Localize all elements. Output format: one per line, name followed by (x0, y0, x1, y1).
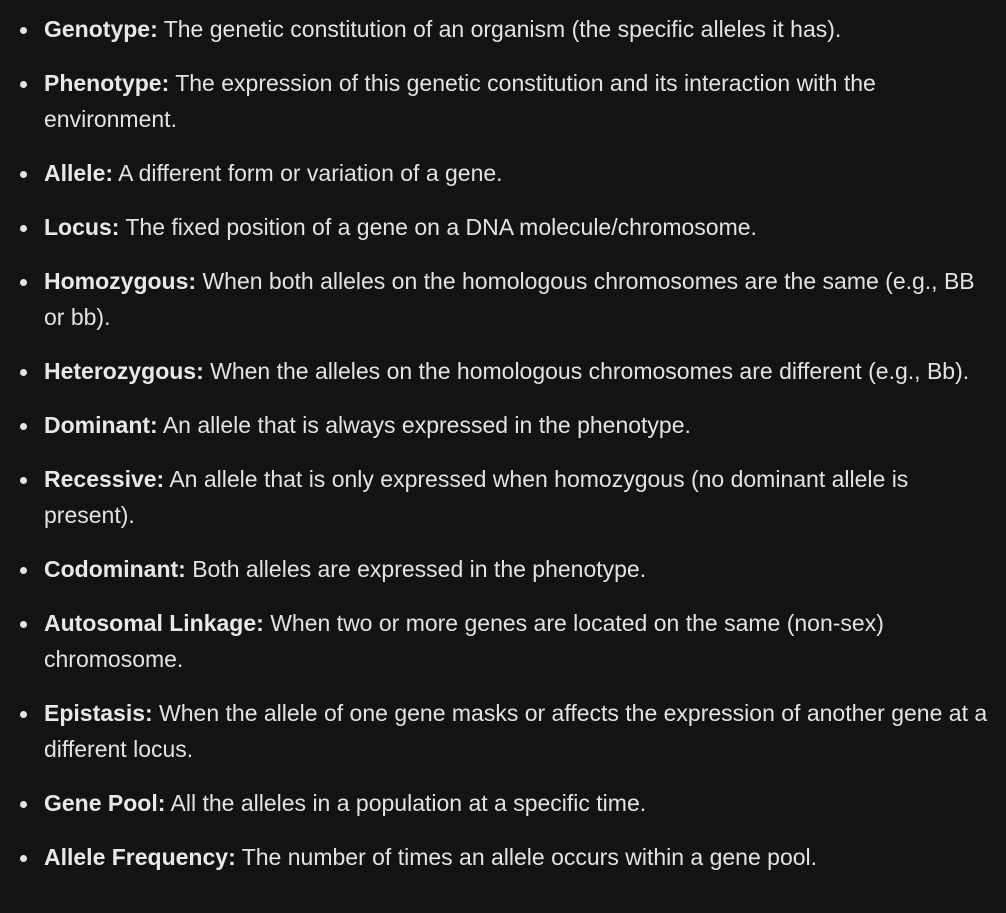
list-item (0, 263, 1006, 335)
list-item (0, 605, 1006, 677)
list-item (0, 155, 1006, 191)
term-definition: When the allele of one gene masks or affects the expression of another gene at a different locus. (44, 700, 988, 762)
term-label: Locus: (44, 214, 120, 240)
list-item (0, 785, 1006, 821)
term-label: Genotype: (44, 16, 158, 42)
term-definition: All the alleles in a population at a specific time. (170, 790, 647, 816)
term-definition: The expression of this genetic constitution and its interaction with the environment. (44, 70, 876, 132)
term-label: Phenotype: (44, 70, 170, 96)
term-definition: A different form or variation of a gene. (118, 160, 503, 186)
term-definition: Both alleles are expressed in the phenotype. (192, 556, 647, 582)
term-definition: The genetic constitution of an organism (the specific alleles it has). (163, 16, 842, 42)
term-label: Homozygous: (44, 268, 197, 294)
term-definition: An allele that is always expressed in the phenotype. (162, 412, 691, 438)
list-item (0, 839, 1006, 875)
term-label: Heterozygous: (44, 358, 204, 384)
list-item (0, 65, 1006, 137)
term-definition: An allele that is only expressed when homozygous (no dominant allele is present). (44, 466, 909, 528)
term-label: Recessive: (44, 466, 165, 492)
term-definition: When the alleles on the homologous chromosomes are different (e.g., Bb). (210, 358, 970, 384)
list-item (0, 209, 1006, 245)
term-definition: When two or more genes are located on the same (non-sex) chromosome. (44, 610, 884, 672)
term-definition: The number of times an allele occurs within a gene pool. (241, 844, 818, 870)
term-label: Codominant: (44, 556, 186, 582)
glossary-list (0, 11, 1006, 893)
term-label: Gene Pool: (44, 790, 166, 816)
term-definition: When both alleles on the homologous chromosomes are the same (e.g., BB or bb). (44, 268, 975, 330)
list-item (0, 407, 1006, 443)
list-item (0, 461, 1006, 533)
term-label: Epistasis: (44, 700, 153, 726)
list-item (0, 353, 1006, 389)
term-label: Dominant: (44, 412, 158, 438)
term-definition: The fixed position of a gene on a DNA molecule/chromosome. (125, 214, 757, 240)
list-item (0, 11, 1006, 47)
term-label: Autosomal Linkage: (44, 610, 264, 636)
term-label: Allele: (44, 160, 114, 186)
list-item (0, 551, 1006, 587)
term-label: Allele Frequency: (44, 844, 236, 870)
list-item (0, 695, 1006, 767)
